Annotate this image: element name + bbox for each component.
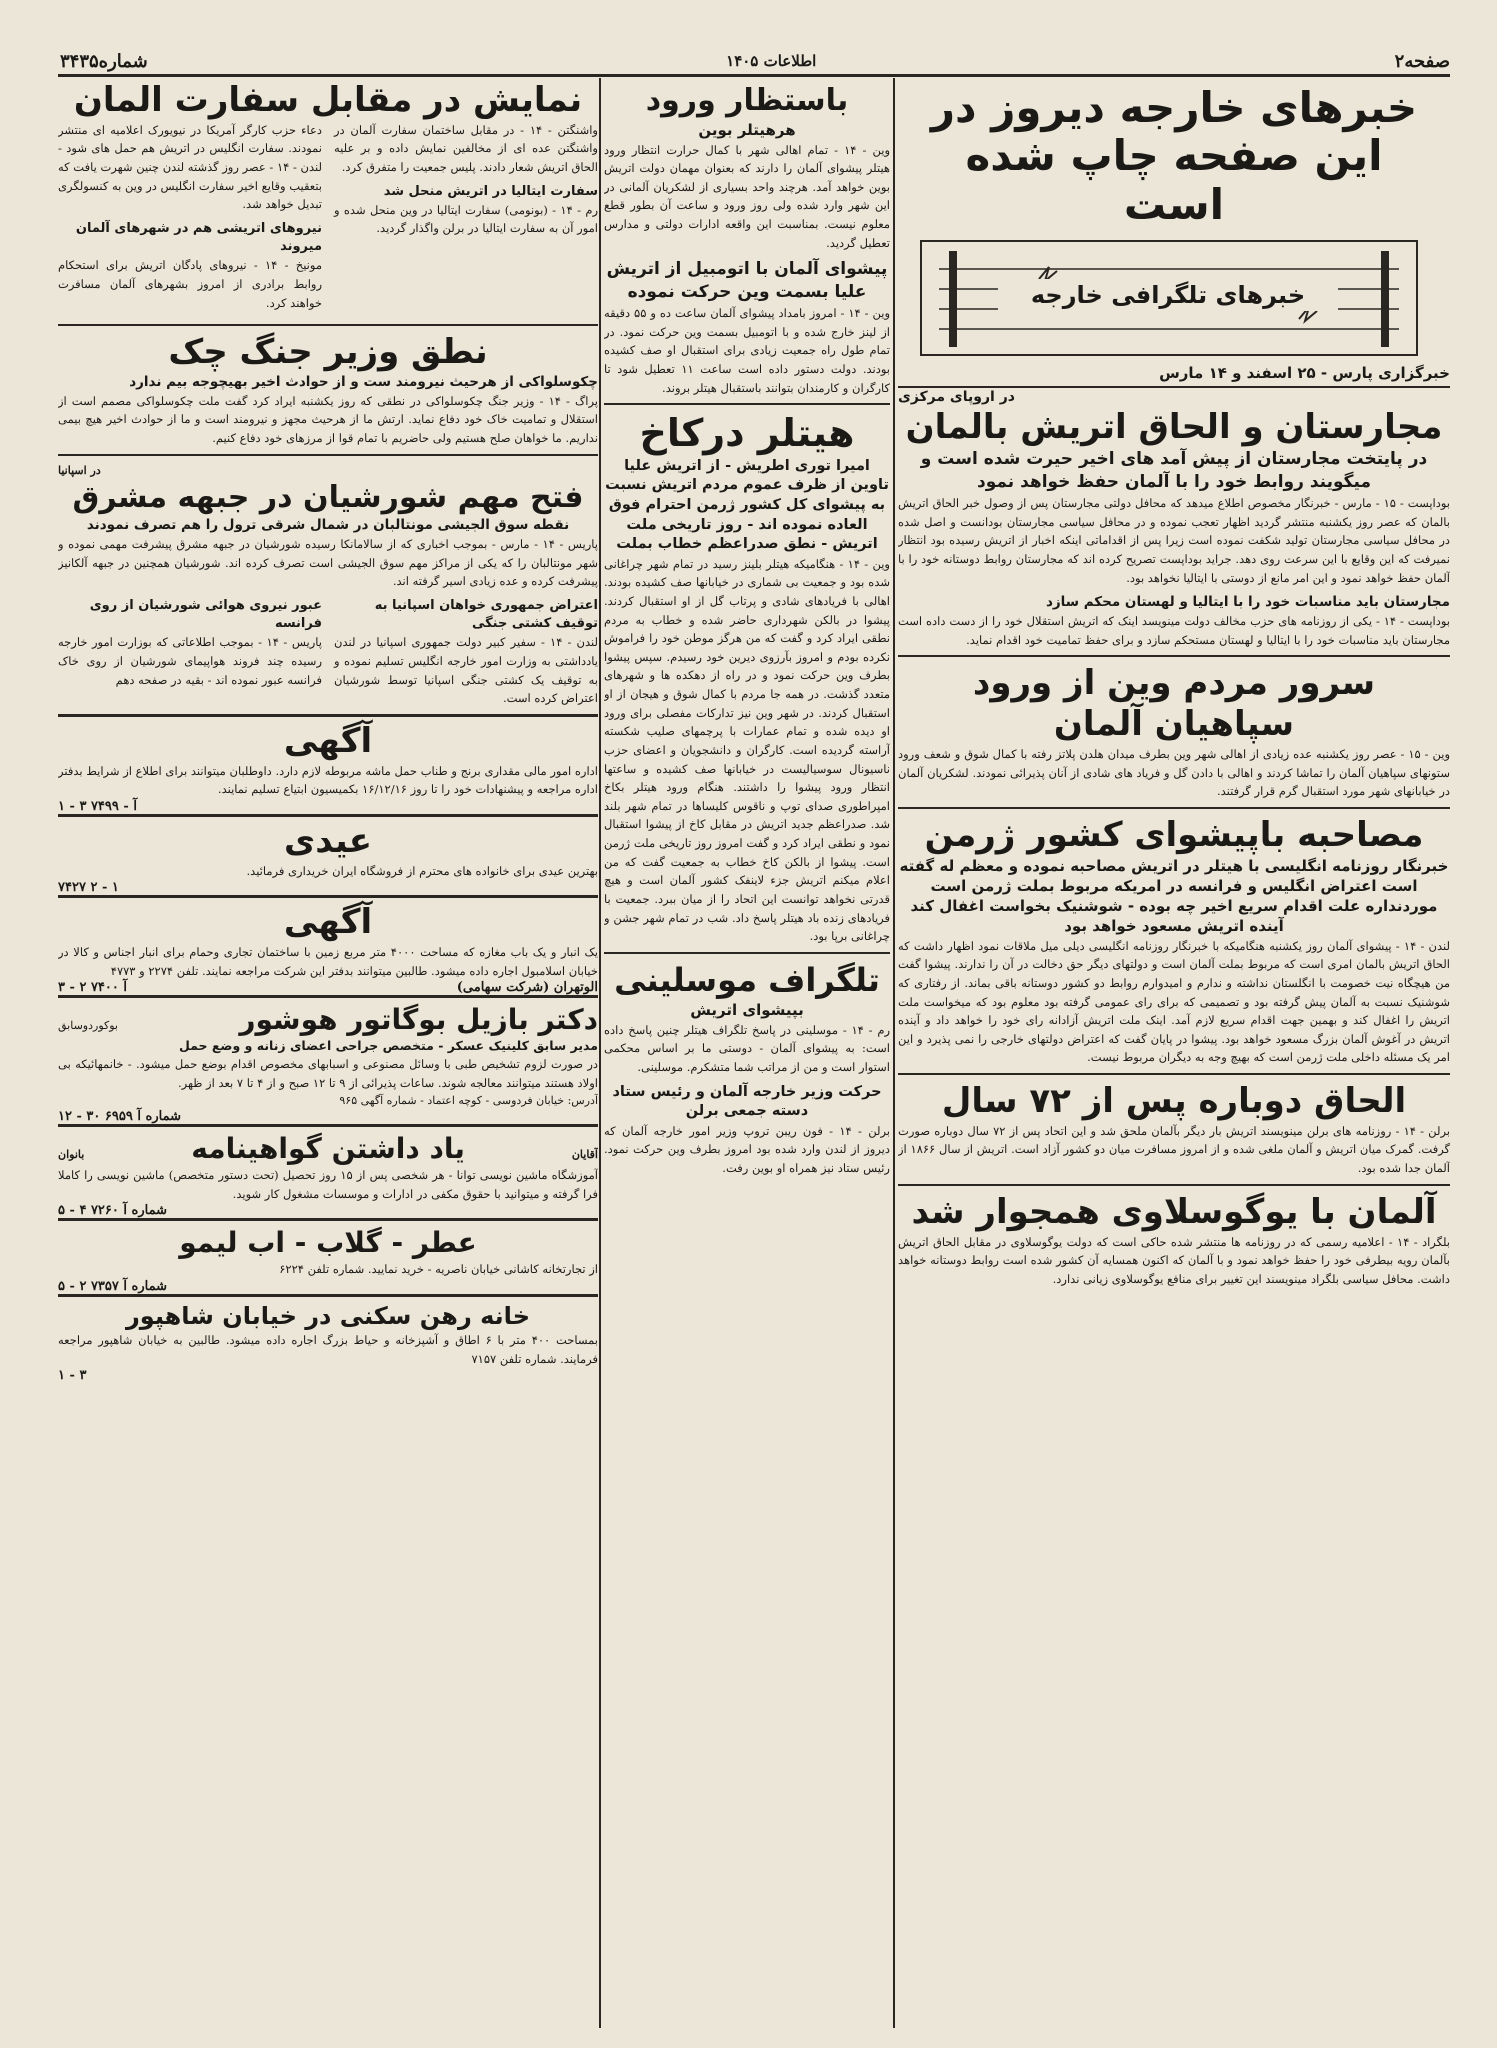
- story-czech-headline: نطق وزیر جنگ چک: [168, 332, 488, 373]
- story-awaiting-subhead: هرهیتلر بوین: [698, 120, 796, 139]
- ad-doctor: [58, 995, 598, 1124]
- ad-typing-title: یاد داشتن گواهینامه: [191, 1132, 465, 1166]
- story-airforce-headline: عبور نیروی هوائی شورشیان از روی فرانسه: [89, 598, 322, 632]
- story-mussolini-body: رم - ۱۴ - موسلینی در پاسخ تلگراف هیتلر چنین پاسخ داده است: به پیشوای آلمان - دوستی ما بر اساس محکمی استوار است و من از مراتب شما متشکرم. موسلینی.: [604, 1022, 890, 1075]
- story-hungary-body: بوداپست - ۱۵ - مارس - خبرنگار مخصوص اطلاع میدهد که محافل دولتی مجارستان پس از وصول خبر الحاق اتریش بالمان که عصر روز یکشنبه منتشر گردید اظهار تعجب نموده و در محافل سیاسی مجارستان بودانست و اصل شده در محافل سیاسی مجارستان تولید شکفت نموده است زیرا پس از اقداماتی اینکه اخبار از اتریش رسیده بود انتظار نمیرفت که این وقایع با این سرعت روی دهد. جراید بوداپست تصریح کرده اند که مجارستان روابط دوستانه خود را با آلمان حفظ خواهد نمود و این امر مانع از دوستی با ایتالیا نخواهد بود.: [898, 496, 1450, 585]
- ad-perfume-body: از تجارتخانه کاشانی خیابان ناصریه - خرید نمایید. شماره تلفن ۶۲۲۴: [279, 1262, 598, 1277]
- story-hungary-body-2: بوداپست - ۱۴ - یکی از روزنامه های حزب مخالف دولت مینویسد اینک که اتریش استقلال خود را از دست داده است مجارستان باید مناسبات خود را با ایتالیا و لهستان مستحکم سازد و برای حفظ تمامیت خود اقدام نماید.: [898, 614, 1450, 647]
- ad-typing-body: آموزشگاه ماشین نویسی توانا - هر شخصی پس از ۱۵ روز تحصیل (تحت دستور متخصص) ماشین نویسی را کاملا فرا گرفته و میتوانید با حقوق مکفی در ادارات و موسسات مشغول کار شوید.: [58, 1168, 598, 1201]
- story-reunion-headline: الحاق دوباره پس از ۷۲ سال: [941, 1081, 1407, 1122]
- ad-doctor-code: شماره آ ۶۹۵۹ ۳۰ - ۱۲: [58, 1109, 181, 1125]
- story-spain-body: پاریس - ۱۴ - مارس - بموجب اخباری که از سالامانکا رسیده شورشیان در جبهه مشرق پیشرفت مهمی نموده و شهر مونتالبان را که یکی از مراکز مهم سوق الجیشی است تصرف کرده اند. شورشیان همچنین در جبهه آلکانیز پیشرفت کرده و عده زیادی اسیر گرفته اند.: [58, 537, 598, 589]
- ad-typing-header: [58, 1131, 598, 1166]
- ad-house-body: بمساحت ۴۰۰ متر با ۶ اطاق و آشپزخانه و حیاط بزرگ اجاره داده میشود. طالبین به خیابان شاهپور مراجعه فرمایند. شماره تلفن ۷۱۵۷: [58, 1333, 598, 1366]
- story-departure-body: وین - ۱۴ - امروز بامداد پیشوای آلمان ساعت ده و ۵۵ دقیقه از لینز خارج شده و با اتومبیل بسمت وین حرکت نمود. در تمام طول راه جمعیت زیادی برای استقبال او صف کشیده بودند. دولت دستور داده است ساعت ۱۱ تعطیل شود تا کارگران و کارمندان بتوانند باستقبال هیتلر بروند.: [604, 306, 890, 395]
- story-hungary-subhead-2: مجارستان باید مناسبات خود را با ایتالیا و لهستان محکم سازد: [1045, 594, 1450, 611]
- ad-doctor-title: دکتر بازیل بوگاتور هوشور: [239, 1003, 598, 1037]
- middle-column: [604, 78, 890, 2028]
- ad-notice-1: [58, 714, 598, 814]
- ad-perfume-title: عطر - گلاب - اب لیمو: [179, 1226, 477, 1260]
- ad-eidi-body: بهترین عیدی برای خانواده های محترم از فروشگاه ایران خریداری فرمائید.: [246, 863, 598, 878]
- ad-doctor-body: در صورت لزوم تشخیص طبی با وسائل مصنوعی و اسبابهای مخصوص اقدام بوضع حمل میشود. - خانمهائیکه بی اولاد هستند میتوانند معالجه شوند. ساعات پذیرائی از ۹ تا ۱۲ صبح و از ۴ تا ۷ بعد از ظهر.: [58, 1056, 598, 1090]
- story-spain-subhead: نقطه سوق الجیشی مونتالبان در شمال شرقی ترول را هم تصرف نمودند: [86, 517, 570, 534]
- story-yugoslavia-headline: آلمان با یوگوسلاوی همجوار شد: [911, 1191, 1437, 1232]
- ad-typing-tag-women: بانوان: [58, 1148, 85, 1162]
- issue-date: اطلاعات ۱۴۰۵: [726, 52, 817, 70]
- ad-notice-2-code: آ ۷۴۰۰ ۲ - ۳: [58, 980, 128, 996]
- story-interview-subhead: خبرنگار روزنامه انگلیسی با هیتلر در اتریش مصاحبه نموده و معظم له گفته است اعتراض انگلیس و فرانسه در امریکه مربوط بملت ژرمن است موردنداره علت اقدام سریع اخیر چه بوده - شوشنیک بخواست اغفال کند آینده اتریش مسعود خواهد بود: [899, 856, 1449, 936]
- story-embassy-headline: نمایش در مقابل سفارت المان: [73, 80, 583, 120]
- ad-notice-1-body: اداره امور مالی مقداری برنج و طناب حمل ماشه مربوطه لازم دارد. داوطلبان میتوانند برای اطلاع از شرایط بدفتر اداره مراجعه و پیشنهادات خود را تا روز ۱۶/۱۲/۱۶ بکمیسیون ابتیاع تسلیم نمایند.: [58, 763, 598, 797]
- ad-house-code: ۳ - ۱: [58, 1368, 87, 1384]
- story-interview-headline: مصاحبه باپیشوای کشور ژرمن: [924, 814, 1424, 855]
- ad-notice-2-body: یک انبار و یک باب مغازه که مساحت ۴۰۰۰ متر مربع زمین با ساختمان تجاری وحمام برای انبار اجناس و کالا در خیابان اسلامبول اجاره داده میشود. طالبین میتوانند بدفتر این شرکت مراجعه نمایند. تلفن ۲۲۷۴ و ۴۷۷۳: [58, 945, 598, 978]
- story-embassy-body-b: دعاء حزب کارگر آمریکا در نیویورک اعلامیه ای منتشر نمودند. سفارت انگلیس در اتریش هم حمل های شود - لندن - ۱۴ - عصر روز گذشته لندن چنین شهرت یافت که بتعقیب وقایع اخیر سفارت انگلیس در وین به کنسولگری تبدیل خواهد شد.: [58, 122, 322, 212]
- story-palace-subhead: امیرا توری اطریش - از اتریش علیا تاوین از ظرف عموم مردم اتریش نسبت به پیشوای کل کشور ژرمن احترام فوق العاده نموده اند - روز تاریخی ملت اتریش - نطق صدراعظم خطاب بملت: [605, 457, 889, 553]
- ad-eidi-title: عیدی: [284, 820, 372, 861]
- story-interview-body: لندن - ۱۴ - پیشوای آلمان روز یکشنبه هنگامیکه با خبرنگار روزنامه انگلیسی دیلی میل ملاقات نمود اظهار داشت که الحاق اتریش بالمان امری است که مربوط بملت آلمان است و دولتهای دیگر حق دخالت در آن را ندارند. پیشوا گفت من هیچگاه نیت خصومت با انگلستان نداشته و ندارم و امیدوارم روابط دو کشور دوستانه باقی بماند. از رفتاری که شوشنیک نسبت به آلمان پیش گرفته بود و تصمیمی که برای رای عمومی گرفته بود معلوم بود که میخواست ملت اتریش را اغفال کند و بهمین جهت اقدام سریع لازم آمد. اینک ملت اتریش آزادانه رای خود را خواهد داد و آینده اتریش در آغوش آلمان بزرگ مسعود خواهد بود. پیشوا در پایان گفت که اعتراض دولتهای خارجی را نمی پذیرد و این امر یک مسئله داخلی ملت ژرمن است که بهیچ وجه به دیگران مربوط نیست.: [898, 938, 1450, 1065]
- story-italy-headline: سفارت ایتالیا در اتریش منحل شد: [383, 183, 598, 199]
- ad-notice-2: [58, 895, 598, 995]
- ad-eidi: [58, 814, 598, 895]
- ad-perfume: [58, 1218, 598, 1294]
- story-embassy-body: واشنگتن - ۱۴ - در مقابل ساختمان سفارت آلمان در واشنگتن عده ای از مخالفین نمایش داده و بر علیه الحاق اتریش شعار دادند. پلیس جمعیت را متفرق کرد.: [334, 122, 598, 175]
- story-vienna-headline: سرور مردم وین از ورود سپاهیان آلمان: [972, 663, 1376, 745]
- telegraph-banner: [918, 239, 1420, 357]
- story-awaiting-body: وین - ۱۴ - تمام اهالی شهر با کمال حرارت انتظار ورود هیتلر پیشوای آلمان را دارند که بعنوان مهمان دولت اتریش بوین خواهد آمد. هرچند واحد بسیاری از لشکریان آلمانی در این شهر وارد شده ولی روز ورود و ساعت آن بطور قطع معلوم نیست. بمناسبت این واقعه ادارات دولتی و مدارس تعطیل گردید.: [604, 142, 890, 250]
- ad-doctor-header: [58, 1002, 598, 1037]
- story-awaiting-headline: باستظار ورود: [645, 83, 849, 118]
- story-ribbentrop-body: برلن - ۱۴ - فون ریبن تروپ وزیر امور خارجه آلمان که دیروز از لندن وارد شده بود امروز بطرف وین حرکت نمود. رئیس ستاد نیز همراه او بوین رفت.: [604, 1123, 890, 1176]
- story-reunion-body: برلن - ۱۴ - روزنامه های برلن مینویسند اتریش بار دیگر بآلمان ملحق شد و این اتحاد پس از ۷۲ سال دوباره صورت گرفت. گمرک میان اتریش و آلمان ملغی شده و از امروز مسافرت میان دو کشور آزاد است. اتریش از سال ۱۸۶۶ از آلمان جدا شده بود.: [898, 1123, 1450, 1176]
- story-palace-body: وین - ۱۴ - هنگامیکه هیتلر بلینز رسید در تمام شهر چراغانی شده بود و جمعیت بی شماری در خیابانها صف کشیده بودند. اهالی با فریادهای شادی و پرتاب گل از او استقبال کردند. پیشوا در بالکن شهرداری حاضر شده و خطاب به مردم نطقی ایراد کرد و گفت که من هرگز موطن خود را فراموش نکرده بودم و امروز بآرزوی دیرین خود رسیدم. سپس پیشوا بطرف وین حرکت نمود و در راه از دهکده ها و شهرهای متعدد گذشت. در همه جا مردم با کمال شوق و هیجان از او استقبال کردند. در شهر وین نیز تدارکات مفصلی برای ورود او دیده شده و تمام عمارات با پرچمهای صلیب شکسته آراسته گردیده است. کارگران و دانشجویان و اعضای حزب ناسیونال سوسیالیست در خیابانها صف کشیده و ساعتها انتظار ورود پیشوا را داشتند. هنگام ورود هیتلر بکاخ امپراطوری صدای توپ و ناقوس کلیساها در تمام شهر بلند شد. صدراعظم جدید اتریش در مقابل کاخ از پیشوا استقبال نمود و نطقی ایراد کرد و گفت امروز روز تاریخی ملت ژرمن است. پیشوا از بالکن کاخ خطاب به جمعیت گفت که من اعلام میکنم اتریش جزء لاینفک کشور آلمان است و هیچ قدرتی نخواهد توانست این اتحاد را از میان ببرد. جمعیت با فریادهای زنده باد هیتلر پاسخ داد. شب در تمام شهر جشن و چراغانی برپا بود.: [604, 556, 890, 944]
- story-departure-headline: پیشوای آلمان با اتومبیل از اتریش علیا بسمت وین حرکت نموده: [606, 259, 888, 303]
- story-spain-headline: فتح مهم شورشیان در جبهه مشرق: [72, 479, 584, 515]
- ad-house: [58, 1294, 598, 1383]
- story-mussolini-subhead: بپیشوای اتریش: [690, 1000, 804, 1019]
- story-czech-body: پراگ - ۱۴ - وزیر جنگ چکوسلواکی در نطقی که روز یکشنبه ایراد کرد گفت ملت چکوسلواکی مصمم است از استقلال و تمامیت خاک خود دفاع نماید. ارتش ما از هرحیث مجهز و نیرومند است و ما از حوادث اخیر هیچ بیمی نداریم. ما خواهان صلح هستیم ولی حاضریم با تمام قوا از مرزهای خود دفاع کنیم.: [58, 393, 598, 446]
- ad-notice-1-title: آگهی: [283, 720, 373, 761]
- issue-number: شماره۳۴۳۵: [60, 50, 148, 72]
- left-column: [58, 78, 598, 2028]
- story-ribbentrop-headline: حرکت وزیر خارجه آلمان و رئیس ستاد دسته جمعی برلن: [612, 1083, 882, 1120]
- story-protest-body: لندن - ۱۴ - سفیر کبیر دولت جمهوری اسپانیا در لندن یادداشتی به وزارت امور خارجه انگلیس تسلیم نموده و به توقیف یک کشتی جنگی اسپانیا توسط شورشیان اعتراض کرده است.: [334, 635, 598, 706]
- ad-house-title: خانه رهن سکنی در خیابان شاهپور: [125, 1302, 530, 1331]
- ad-doctor-subtitle: مدیر سابق کلینیک عسکر - متخصص جراحی اعضای زنانه و وضع حمل: [178, 1038, 598, 1054]
- story-troops-body: مونیخ - ۱۴ - نیروهای پادگان اتریش برای استحکام روابط برادری از امروز بشهرهای آلمان مسافرت خواهند کرد.: [58, 258, 322, 310]
- ad-notice-2-title: آگهی: [283, 902, 373, 943]
- ad-perfume-code: شماره آ ۷۳۵۷ ۲ - ۵: [58, 1279, 168, 1295]
- ad-notice-1-code: آ - ۷۴۹۹ ۳ - ۱: [58, 798, 137, 814]
- banner-title: خبرهای تلگرافی خارجه: [998, 279, 1338, 311]
- story-mussolini-headline: تلگراف موسلینی: [614, 960, 880, 999]
- story-czech-subhead: چکوسلواکی از هرحیث نیرومند ست و از حوادث اخیر بهیچوجه بیم ندارد: [129, 373, 598, 390]
- ad-notice-2-signer: الوتهران (شرکت سهامی): [456, 980, 598, 996]
- masthead: [60, 50, 1450, 72]
- ad-doctor-address: آدرس: خیابان فردوسی - کوچه اعتماد - شماره آگهی ۹۶۵: [339, 1094, 598, 1108]
- story-embassy-columns: [58, 121, 598, 318]
- story-vienna-body: وین - ۱۵ - عصر روز یکشنبه عده زیادی از اهالی شهر وین بطرف میدان هلدن پلاتز رفته با کمال شوق و شعف ورود ستونهای سپاهیان آلمان را تماشا کردند و اهالی با دادن گل و فریاد های شادی از آنان پذیرائی نمودند. لشکریان آلمان در خیابانهای شهر مورد استقبال گرم قرار گرفتند.: [898, 747, 1450, 799]
- masthead-rule: [58, 74, 1450, 77]
- ad-typing-code: شماره آ ۷۲۶۰ ۴ - ۵: [58, 1203, 168, 1219]
- story-italy-body: رم - ۱۴ - (بونومی) سفارت ایتالیا در وین منحل شده و امور آن به سفارت ایتالیا در برلن واگذار گردید.: [334, 202, 598, 236]
- story-yugoslavia-body: بلگراد - ۱۴ - اعلامیه رسمی که در روزنامه ها منتشر شده حاکی است که دولت یوگوسلاوی در مقابل الحاق اتریش بآلمان رویه بیطرفی خود را حفظ خواهد نمود و با آلمان که اکنون همسایه آن کشور شده است روابط دوستانه خواهد داشت. محافل سیاسی بلگراد مینویسند این تغییر برای منافع یوگوسلاوی زیانی ندارد.: [898, 1234, 1450, 1286]
- region-label: در اروپای مرکزی: [898, 388, 1015, 405]
- agency-line: خبرگزاری پارس - ۲۵ اسفند و ۱۴ مارس: [898, 363, 1450, 388]
- ad-doctor-tag: بوکوردوسابق: [58, 1019, 118, 1033]
- story-protest-headline: اعتراض جمهوری خواهان اسپانیا به توقیف کشتی جنگی: [374, 598, 598, 632]
- ad-typing-tag-men: آقایان: [571, 1148, 598, 1162]
- story-hungary-headline: مجارستان و الحاق اتریش بالمان: [905, 407, 1443, 448]
- story-spain-tag: در اسپانیا: [58, 463, 101, 477]
- front-headline: خبرهای خارجه دیروز در این صفحه چاپ شده است: [930, 83, 1418, 229]
- ad-typing: [58, 1124, 598, 1218]
- column-divider-left: [599, 78, 601, 2028]
- story-spain-columns: [58, 597, 598, 714]
- story-airforce-body: پاریس - ۱۴ - بموجب اطلاعاتی که بوزارت امور خارجه رسیده چند فروند هواپیمای شورشیان از روی خاک فرانسه عبور نموده اند - بقیه در صفحه دهم: [58, 635, 322, 687]
- ad-eidi-code: ۱ - ۲ ۷۴۲۷: [58, 880, 119, 896]
- right-column: [898, 78, 1450, 2028]
- story-palace-headline: هیتلر درکاخ: [639, 411, 855, 456]
- page-label: صفحه۲: [1394, 50, 1450, 72]
- column-divider-right: [893, 78, 895, 2028]
- ad-notice-2-footer: [58, 980, 598, 995]
- story-troops-headline: نیروهای اتریشی هم در شهرهای آلمان میروند: [75, 220, 322, 255]
- story-hungary-subhead: در پایتخت مجارستان از پیش آمد های اخیر حیرت شده است و میگویند روابط خود را با آلمان حفظ خواهد نمود: [920, 449, 1428, 493]
